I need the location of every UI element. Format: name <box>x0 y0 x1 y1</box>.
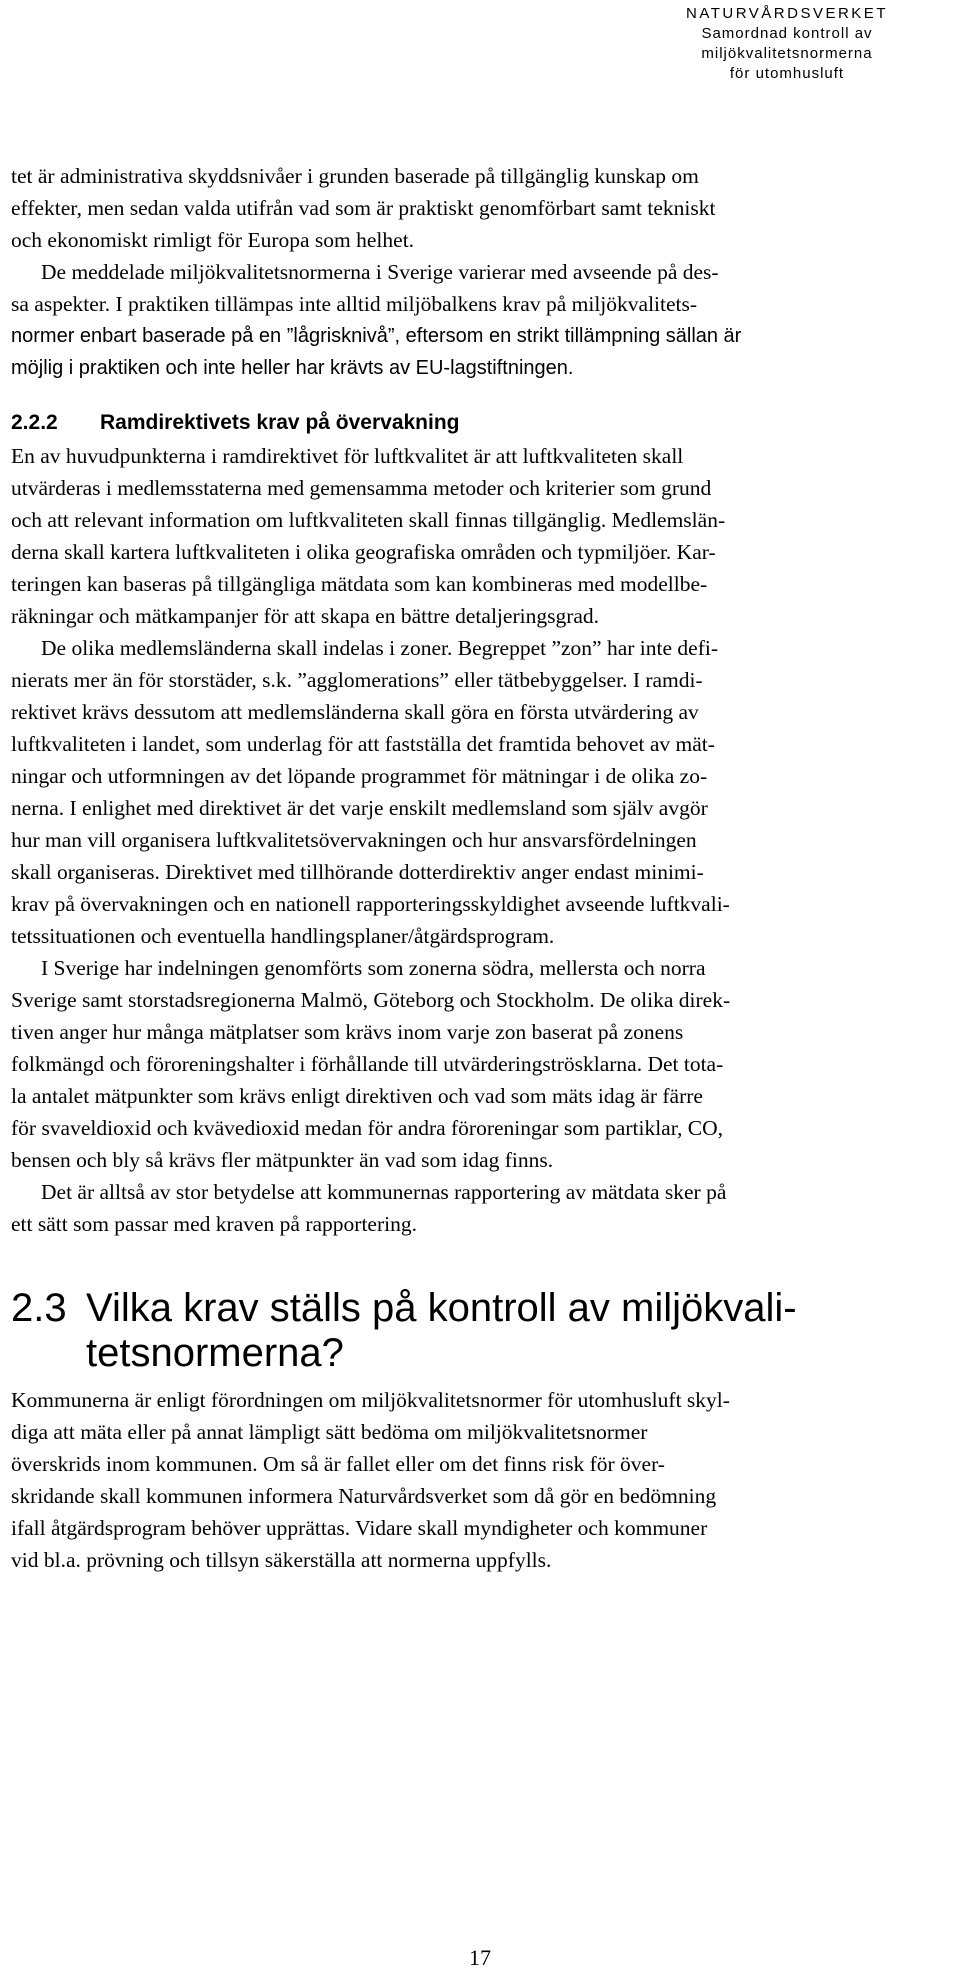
page-number: 17 <box>469 1945 491 1970</box>
text-line: krav på övervakningen och en nationell rapporteringsskyldighet avseende luftkvali- <box>11 892 730 916</box>
section-title: Vilka krav ställs på kontroll av miljökvali- <box>86 1286 797 1330</box>
text-line: En av huvudpunkterna i ramdirektivet för luftkvalitet är att luftkvaliteten skall <box>11 444 684 468</box>
text-line: möjlig i praktiken och inte heller har krävts av EU-lagstiftningen. <box>11 357 574 379</box>
text-line: Sverige samt storstadsregionerna Malmö, Göteborg och Stockholm. De olika direk- <box>11 988 731 1012</box>
text-line: nerna. I enlighet med direktivet är det varje enskilt medlemsland som själv avgör <box>11 796 708 820</box>
text-line: luftkvaliteten i landet, som underlag för att fastställa det framtida behovet av mät- <box>11 732 715 756</box>
section-title-continued: tetsnormerna? <box>86 1331 344 1375</box>
text-line: ett sätt som passar med kraven på rapportering. <box>11 1212 417 1236</box>
text-line: I Sverige har indelningen genomförts som zonerna södra, mellersta och norra <box>41 956 706 980</box>
text-line: och ekonomiskt rimligt för Europa som helhet. <box>11 228 415 252</box>
text-line: hur man vill organisera luftkvalitetsövervakningen och hur ansvarsfördelningen <box>11 828 697 852</box>
text-line: utvärderas i medlemsstaterna med gemensamma metoder och kriterier som grund <box>11 476 712 500</box>
text-line: Kommunerna är enligt förordningen om miljökvalitetsnormer för utomhusluft skyl- <box>11 1388 730 1412</box>
text-line: Det är alltså av stor betydelse att kommunernas rapportering av mätdata sker på <box>41 1180 727 1204</box>
text-line: derna skall kartera luftkvaliteten i olika geografiska områden och typmiljöer. Kar- <box>11 540 716 564</box>
section-number: 2.2.2 <box>11 411 58 434</box>
section-heading-2-2-2 <box>11 410 460 436</box>
running-header <box>637 4 937 84</box>
text-line: tet är administrativa skyddsnivåer i grunden baserade på tillgänglig kunskap om <box>11 164 699 188</box>
text-line: la antalet mätpunkter som krävs enligt direktiven och vad som mäts idag är färre <box>11 1084 703 1108</box>
text-line: räkningar och mätkampanjer för att skapa en bättre detaljeringsgrad. <box>11 604 600 628</box>
header-report-title: Samordnad kontroll av miljökvalitetsnormerna <box>701 25 873 62</box>
text-line: skall organiseras. Direktivet med tillhörande dotterdirektiv anger endast minimi- <box>11 860 704 884</box>
text-line: tetssituationen och eventuella handlingsplaner/åtgärdsprogram. <box>11 924 555 948</box>
text-line: tiven anger hur många mätplatser som krävs inom varje zon baserat på zonens <box>11 1020 684 1044</box>
section-title: Ramdirektivets krav på övervakning <box>100 411 460 434</box>
text-line: vid bl.a. prövning och tillsyn säkerställa att normerna uppfylls. <box>11 1548 552 1572</box>
text-line: De olika medlemsländerna skall indelas i zoner. Begreppet ”zon” har inte defi- <box>41 636 718 660</box>
section-number: 2.3 <box>11 1286 67 1330</box>
text-line: folkmängd och föroreningshalter i förhållande till utvärderingströsklarna. Det tota- <box>11 1052 724 1076</box>
section-heading-2-3 <box>11 1284 797 1332</box>
text-line: effekter, men sedan valda utifrån vad som är praktiskt genomförbart samt tekniskt <box>11 196 716 220</box>
header-agency: NATURVÅRDSVERKET <box>686 5 888 22</box>
header-report-subtitle: för utomhusluft <box>729 65 845 82</box>
text-line: ifall åtgärdsprogram behöver upprättas. Vidare skall myndigheter och kommuner <box>11 1516 708 1540</box>
text-line: överskrids inom kommunen. Om så är fallet eller om det finns risk för över- <box>11 1452 665 1476</box>
text-line: sa aspekter. I praktiken tillämpas inte alltid miljöbalkens krav på miljökvalitets- <box>11 292 698 316</box>
text-line: ningar och utformningen av det löpande programmet för mätningar i de olika zo- <box>11 764 708 788</box>
text-line: De meddelade miljökvalitetsnormerna i Sverige varierar med avseende på des- <box>41 260 719 284</box>
text-line: skridande skall kommunen informera Naturvårdsverket som då gör en bedömning <box>11 1484 717 1508</box>
text-line: normer enbart baserade på en ”lågrisknivå”, eftersom en strikt tillämpning sällan är <box>11 325 742 347</box>
text-line: diga att mäta eller på annat lämpligt sätt bedöma om miljökvalitetsnormer <box>11 1420 648 1444</box>
text-line: och att relevant information om luftkvaliteten skall finnas tillgänglig. Medlemslän- <box>11 508 726 532</box>
text-line: bensen och bly så krävs fler mätpunkter än vad som idag finns. <box>11 1148 554 1172</box>
text-line: nierats mer än för storstäder, s.k. ”agglomerations” eller tätbebyggelser. I ramdi- <box>11 668 703 692</box>
text-line: rektivet krävs dessutom att medlemsländerna skall göra en första utvärdering av <box>11 700 699 724</box>
text-line: för svaveldioxid och kvävedioxid medan för andra föroreningar som partiklar, CO, <box>11 1116 724 1140</box>
text-line: teringen kan baseras på tillgängliga mätdata som kan kombineras med modellbe- <box>11 572 708 596</box>
